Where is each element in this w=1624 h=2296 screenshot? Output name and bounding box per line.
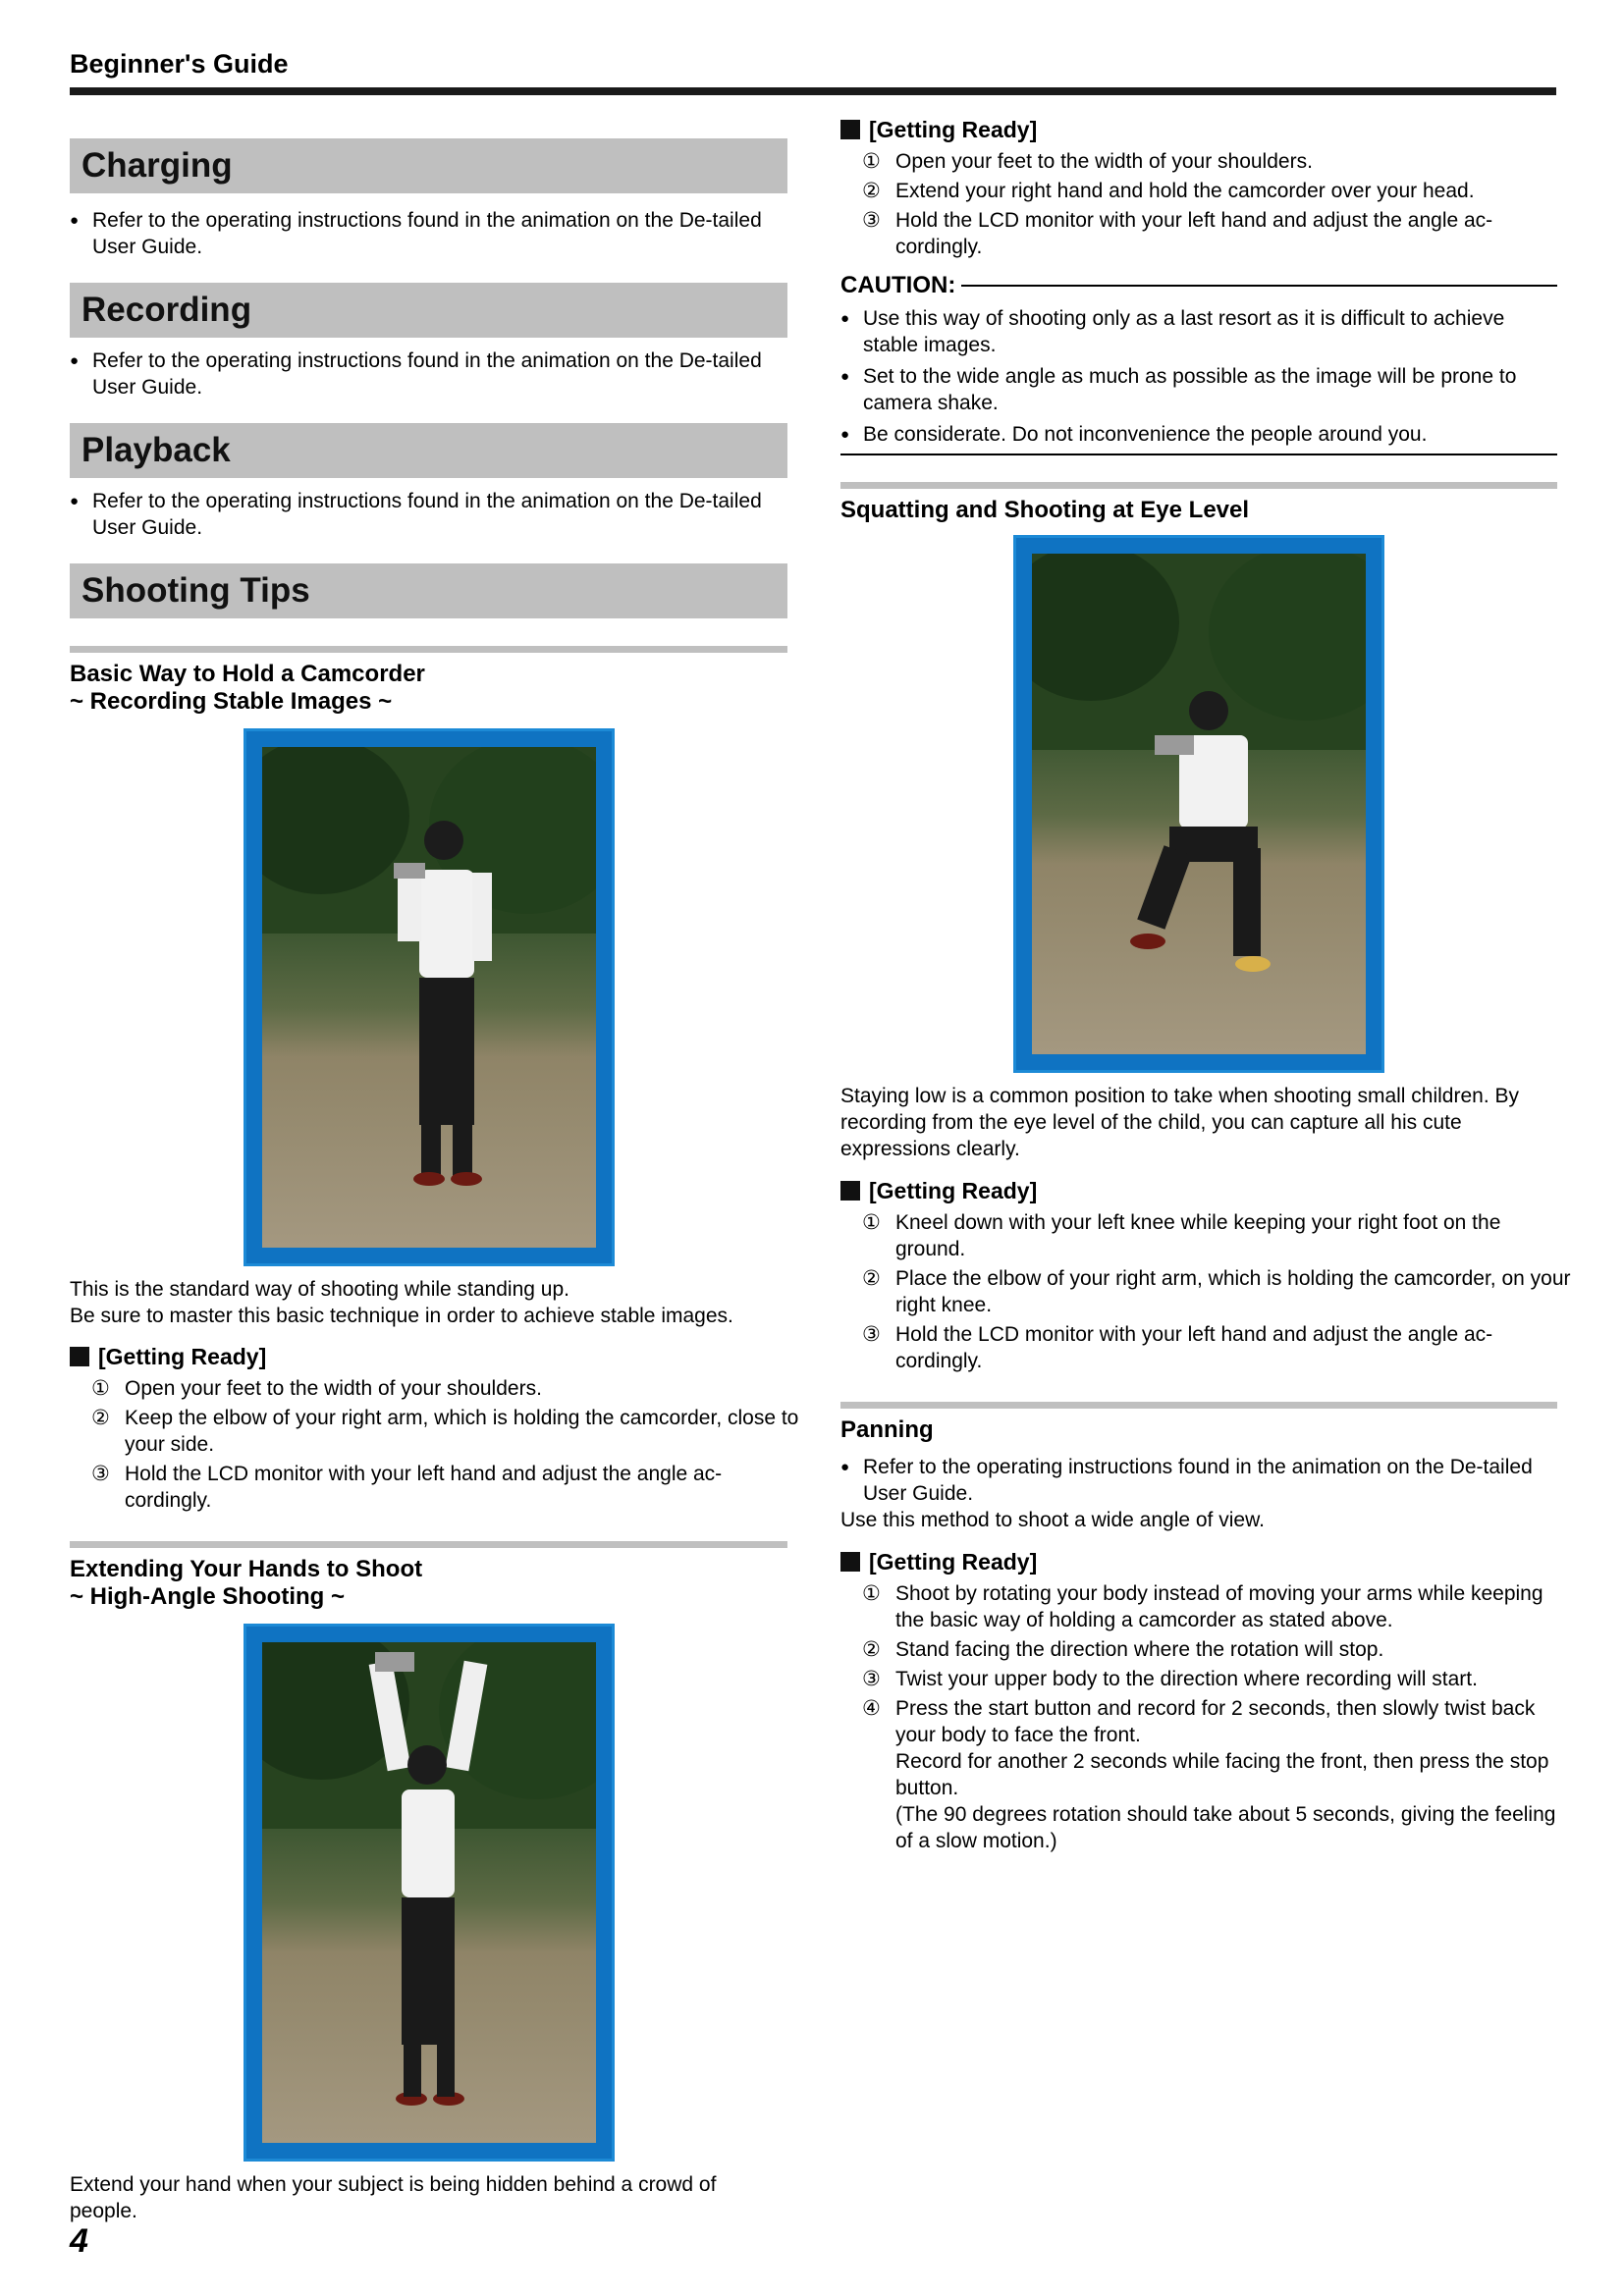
square-bullet-icon — [70, 1347, 89, 1366]
square-bullet-icon — [840, 120, 860, 139]
page-header-title: Beginner's Guide — [70, 49, 289, 79]
high-angle-person-figure — [262, 1642, 596, 2143]
extending-rule — [70, 1541, 787, 1548]
caution-bullet-3: ● Be considerate. Do not inconvenience the people around you. — [840, 421, 1555, 448]
caution-title: CAUTION: — [840, 272, 956, 298]
basic-step-2: ② Keep the elbow of your right arm, which is holding the camcorder, close to your side. — [91, 1407, 799, 1456]
extending-desc: Extend your hand when your subject is being hidden behind a crowd of people. — [70, 2173, 717, 2222]
extending-step-2: ② Extend your right hand and hold the camcorder over your head. — [862, 180, 1475, 202]
basic-step-1: ① Open your feet to the width of your shoulders. — [91, 1377, 542, 1400]
photo-standing-shooter — [244, 728, 615, 1266]
right-column — [840, 116, 1571, 1854]
section-title-recording: Recording — [70, 283, 787, 338]
basic-step-3: ③ Hold the LCD monitor with your left hand and adjust the angle ac-cordingly. — [91, 1463, 723, 1512]
panning-desc: Use this method to shoot a wide angle of view. — [840, 1509, 1265, 1531]
panning-rule — [840, 1402, 1557, 1409]
squatting-getting-ready — [840, 1177, 1557, 1204]
panning-step-3: ③ Twist your upper body to the direction where recording will start. — [862, 1668, 1478, 1690]
squatting-step-3: ③ Hold the LCD monitor with your left hand and adjust the angle ac-cordingly. — [862, 1323, 1493, 1372]
charging-bullet: ● Refer to the operating instructions found in the animation on the De-tailed User Guide. — [70, 207, 780, 260]
panning-getting-ready — [840, 1548, 1557, 1575]
panning-heading: Panning — [840, 1416, 934, 1443]
caution-bullet-2: ● Set to the wide angle as much as possible as the image will be prone to camera shake. — [840, 363, 1555, 416]
photo-high-angle-shooter — [244, 1624, 615, 2162]
panning-bullet: ● Refer to the operating instructions found in the animation on the De-tailed User Guide. — [840, 1454, 1555, 1507]
extending-getting-ready — [840, 116, 1557, 143]
square-bullet-icon — [840, 1181, 860, 1201]
caution-header — [840, 272, 1557, 299]
panning-step-4-extra-2: (The 90 degrees rotation should take about 5 seconds, giving the feeling of a slow motion.) — [895, 1803, 1556, 1852]
page-number: 4 — [70, 2222, 88, 2260]
left-column — [70, 138, 799, 2224]
section-title-charging: Charging — [70, 138, 787, 193]
caution-bullet-1: ● Use this way of shooting only as a last resort as it is difficult to achieve stable images. — [840, 305, 1555, 358]
panning-step-2: ② Stand facing the direction where the rotation will stop. — [862, 1638, 1384, 1661]
basic-desc-1: This is the standard way of shooting while standing up. — [70, 1278, 569, 1301]
playback-bullet: ● Refer to the operating instructions found in the animation on the De-tailed User Guide. — [70, 488, 780, 541]
extending-heading: Extending Your Hands to Shoot — [70, 1556, 423, 1582]
squatting-desc: Staying low is a common position to take when shooting small children. By recording from the eye level of the child, you can capture all his cute expressions clearly. — [840, 1085, 1520, 1160]
header-rule — [70, 87, 1556, 95]
basic-getting-ready-label: [Getting Ready] — [98, 1344, 267, 1369]
squatting-person-figure — [1032, 554, 1366, 1054]
extending-step-1: ① Open your feet to the width of your shoulders. — [862, 150, 1313, 173]
panning-step-1: ① Shoot by rotating your body instead of moving your arms while keeping the basic way of holding a camcorder as stated above. — [862, 1582, 1543, 1631]
basic-rule — [70, 646, 787, 653]
section-title-shooting-tips: Shooting Tips — [70, 563, 787, 618]
basic-subheading: ~ Recording Stable Images ~ — [70, 688, 393, 715]
basic-desc-2: Be sure to master this basic technique in order to achieve stable images. — [70, 1305, 733, 1327]
extending-getting-ready-label: [Getting Ready] — [869, 117, 1038, 142]
squatting-getting-ready-label: [Getting Ready] — [869, 1178, 1038, 1203]
section-title-playback: Playback — [70, 423, 787, 478]
panning-step-4: ④ Press the start button and record for 2 seconds, then slowly twist back your body to face the front. — [862, 1697, 1536, 1746]
caution-bottom-rule — [840, 454, 1557, 455]
panning-getting-ready-label: [Getting Ready] — [869, 1549, 1038, 1575]
basic-heading: Basic Way to Hold a Camcorder — [70, 661, 425, 687]
squatting-step-2: ② Place the elbow of your right arm, which is holding the camcorder, on your right knee. — [862, 1267, 1571, 1316]
squatting-step-1: ① Kneel down with your left knee while keeping your right foot on the ground. — [862, 1211, 1501, 1260]
extending-subheading: ~ High-Angle Shooting ~ — [70, 1583, 345, 1610]
photo-squatting-shooter — [1013, 535, 1384, 1073]
panning-step-4-extra-1: Record for another 2 seconds while facing the front, then press the stop button. — [895, 1750, 1549, 1799]
recording-bullet: ● Refer to the operating instructions found in the animation on the De-tailed User Guide. — [70, 347, 780, 400]
extending-step-3: ③ Hold the LCD monitor with your left hand and adjust the angle ac-cordingly. — [862, 209, 1493, 258]
standing-person-figure — [262, 747, 596, 1248]
squatting-heading: Squatting and Shooting at Eye Level — [840, 497, 1250, 523]
squatting-rule — [840, 482, 1557, 489]
basic-getting-ready — [70, 1343, 787, 1370]
square-bullet-icon — [840, 1552, 860, 1572]
caution-top-rule — [961, 285, 1557, 287]
